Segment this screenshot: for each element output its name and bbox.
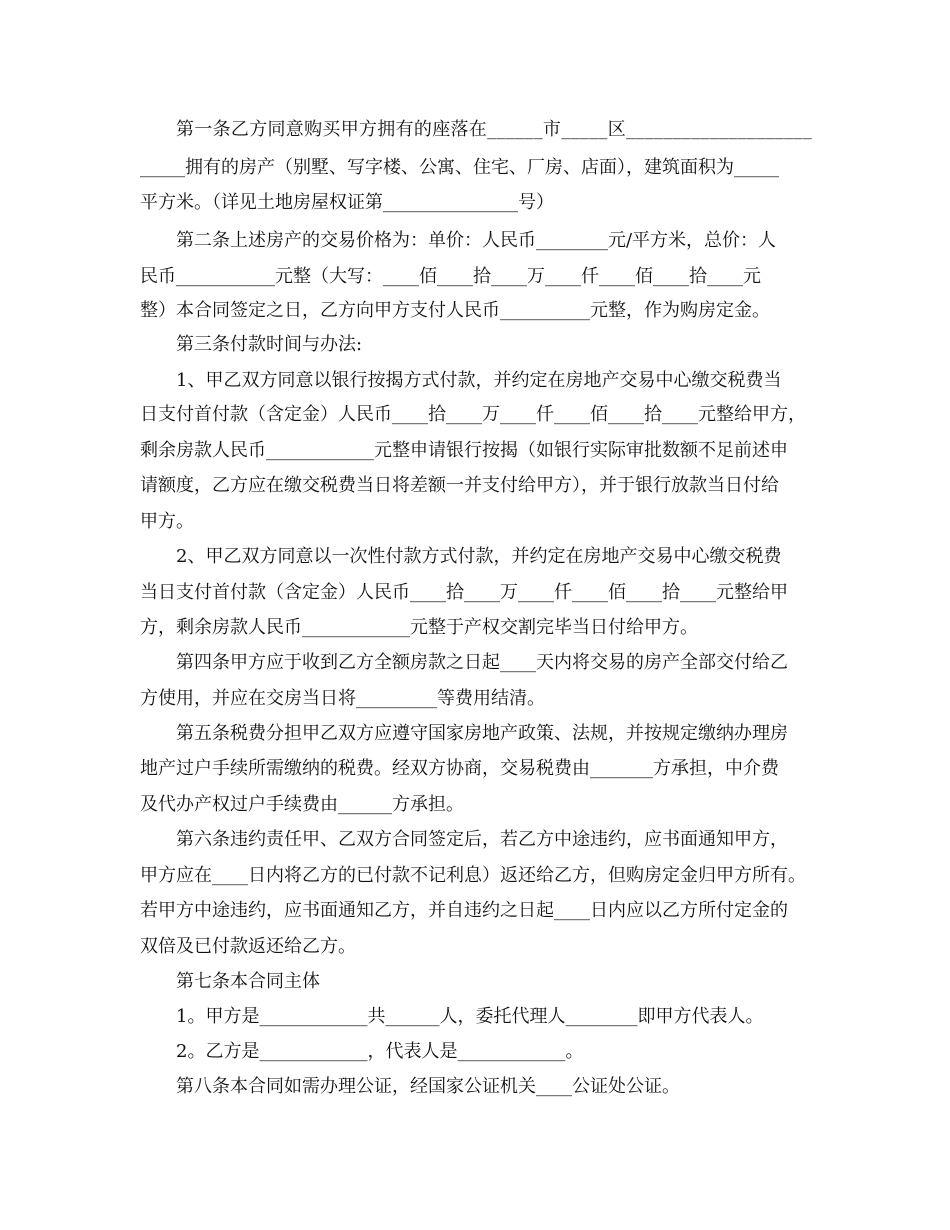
article-1-line-3: 平方米。（详见土地房屋权证第_______________号） xyxy=(140,192,554,213)
article-4-line-1: 第四条甲方应于收到乙方全额房款之日起____天内将交易的房产全部交付给乙 xyxy=(176,652,788,673)
article-5-line-2: 地产过户手续所需缴纳的税费。经双方协商，交易税费由_______方承担，中介费 xyxy=(140,758,779,779)
article-2-line-2: 民币___________元整（大写：____佰____拾____万____仟____佰____拾____元 xyxy=(140,266,761,287)
article-6-line-3: 若甲方中途违约，应书面通知乙方，并自违约之日起____日内应以乙方所付定金的 xyxy=(140,900,788,921)
article-3-clause-1-line-2: 日支付首付款（含定金）人民币____拾____万____仟____佰____拾____元整给甲方， xyxy=(140,404,806,425)
article-3-clause-2-line-3: 方，剩余房款人民币____________元整于产权交割完毕当日付给甲方。 xyxy=(140,617,698,638)
article-5-line-1: 第五条税费分担甲乙双方应遵守国家房地产政策、法规，并按规定缴纳办理房 xyxy=(176,723,788,744)
article-3-clause-1-line-1: 1、甲乙双方同意以银行按揭方式付款，并约定在房地产交易中心缴交税费当 xyxy=(176,370,782,391)
article-3-heading: 第三条付款时间与办法: xyxy=(176,334,363,355)
article-8-line-1: 第八条本合同如需办理公证，经国家公证机关____公证处公证。 xyxy=(176,1076,680,1097)
article-3-clause-1-line-4: 请额度，乙方应在缴交税费当日将差额一并支付给甲方），并于银行放款当日付给 xyxy=(140,475,779,496)
article-3-clause-2-line-2: 当日支付首付款（含定金）人民币____拾____万____仟____佰____拾____元整给甲 xyxy=(140,582,788,603)
article-2-line-1: 第二条上述房产的交易价格为：单价：人民币________元/平方米，总价：人 xyxy=(176,230,777,251)
article-6-line-1: 第六条违约责任甲、乙双方合同签定后，若乙方中途违约，应书面通知甲方， xyxy=(176,829,788,850)
article-1-line-1: 第一条乙方同意购买甲方拥有的座落在______市_____区____________________ xyxy=(176,119,812,140)
article-3-clause-2-line-1: 2、甲乙双方同意以一次性付款方式付款，并约定在房地产交易中心缴交税费 xyxy=(176,546,782,567)
article-6-line-2: 甲方应在____日内将乙方的已付款不记利息）返还给乙方，但购房定金归甲方所有。 xyxy=(140,865,806,886)
article-3-clause-1-line-5: 甲方。 xyxy=(140,511,194,532)
article-7-party-b: 2。乙方是____________，代表人是____________。 xyxy=(176,1041,584,1062)
article-6-line-4: 双倍及已付款返还给乙方。 xyxy=(140,936,356,957)
article-1-line-2: _____拥有的房产（别墅、写字楼、公寓、住宅、厂房、店面），建筑面积为_____ xyxy=(140,157,779,178)
article-7-heading: 第七条本合同主体 xyxy=(176,971,320,992)
article-5-line-3: 及代办产权过户手续费由______方承担。 xyxy=(140,794,464,815)
article-2-line-3: 整）本合同签定之日，乙方向甲方支付人民币__________元整，作为购房定金。 xyxy=(140,300,770,321)
article-4-line-2: 方使用，并应在交房当日将_________等费用结清。 xyxy=(140,688,545,709)
article-3-clause-1-line-3: 剩余房款人民币____________元整申请银行按揭（如银行实际审批数额不足前述申 xyxy=(140,440,788,461)
article-7-party-a: 1。甲方是____________共______人，委托代理人________即甲方代表人。 xyxy=(176,1006,764,1027)
